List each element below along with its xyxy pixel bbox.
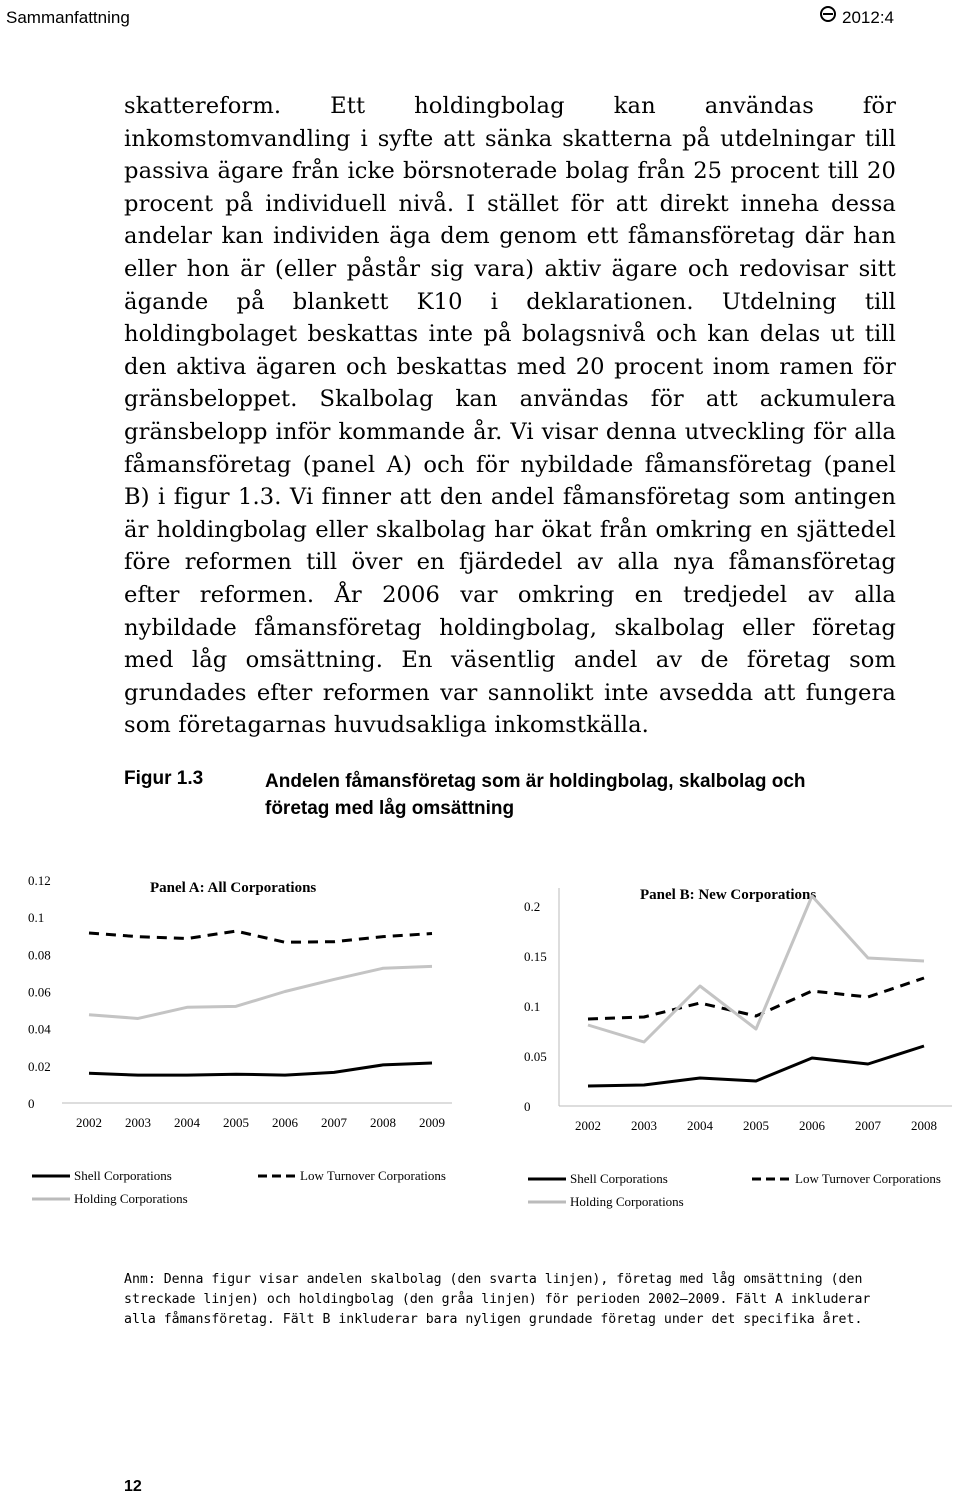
figure-label: Figur 1.3	[124, 768, 204, 789]
panel-b-x-tick-label: 2002	[575, 1118, 601, 1133]
legend-panel-b	[480, 1163, 960, 1223]
panel-b-title: Panel B: New Corporations	[640, 887, 817, 903]
panel-b-x-tick-label: 2006	[799, 1118, 825, 1133]
running-header-section: Sammanfattning	[6, 8, 130, 27]
panel-a-series-shell-corporations	[89, 1063, 432, 1075]
panel-a-x-tick-label: 2007	[321, 1115, 347, 1130]
panel-b-x-tick-label: 2004	[687, 1118, 713, 1133]
legend-a-shell-label: Shell Corporations	[74, 1168, 172, 1183]
legend-a-low-turnover-label: Low Turnover Corporations	[300, 1168, 446, 1183]
panel-b-y-tick-label: 0.2	[524, 899, 541, 914]
running-header-issue	[820, 8, 894, 28]
panel-a-x-tick-label: 2002	[76, 1115, 102, 1130]
panel-a-x-tick-label: 2008	[370, 1115, 396, 1130]
panel-a-x-tick-label: 2009	[419, 1115, 445, 1130]
legend-a-holding-label: Holding Corporations	[74, 1191, 188, 1206]
panel-a-x-tick-label: 2006	[272, 1115, 298, 1130]
panel-a-y-tick-label: 0.12	[28, 873, 51, 888]
panel-b-y-tick-label: 0.05	[524, 1049, 547, 1064]
panel-a-x-tick-label: 2005	[223, 1115, 249, 1130]
figure-note: Anm: Denna figur visar andelen skalbolag (den svarta linjen), företag med låg omsättning (den streckade linjen) och holdingbolag (den gråa linjen) för perioden 2002–2009. Fält A inkluderar alla fåmansföretag. Fält B inkluderar bara nyligen grundade företag under det specifika året.	[124, 1272, 871, 1327]
panel-a-x-tick-label: 2003	[125, 1115, 151, 1130]
figure-title: Andelen fåmansföretag som är holdingbolag, skalbolag och företag med låg omsättning	[265, 771, 806, 819]
legend-panel-a	[0, 1160, 480, 1220]
panel-b-x-tick-label: 2007	[855, 1118, 881, 1133]
legend-b-low-turnover-label: Low Turnover Corporations	[795, 1171, 941, 1186]
panel-a-series-holding-corporations	[89, 966, 432, 1018]
panel-b-y-tick-label: 0.15	[524, 949, 547, 964]
panel-a-title: Panel A: All Corporations	[150, 880, 317, 896]
panel-b-y-tick-label: 0	[524, 1099, 531, 1114]
panel-b-series-shell-corporations	[588, 1046, 924, 1086]
panel-a-y-tick-label: 0.02	[28, 1058, 51, 1074]
panel-b-x-tick-label: 2005	[743, 1118, 769, 1133]
panel-b-series-holding-corporations	[588, 896, 924, 1042]
legend-b-shell-label: Shell Corporations	[570, 1171, 668, 1186]
panel-a-x-tick-label: 2004	[174, 1115, 200, 1130]
chart-panel-a	[0, 860, 480, 1130]
panel-b-x-tick-label: 2008	[911, 1118, 937, 1133]
body-paragraph: skattereform. Ett holdingbolag kan användas för inkomstomvandling i syfte att sänka skatterna på utdelningar till passiva ägare från icke börsnoterade bolag från 25 procent till 20 procent på individuell nivå. I stället för att direkt inneha dessa andelar kan individen äga dem genom ett fåmansföretag där han eller hon är (eller påstår sig vara) aktiv ägare och redovisar sitt ägande på blankett K10 i deklarationen. Utdelning till holdingbolaget beskattas inte på bolagsnivå och kan delas ut till den aktiva ägaren och beskattas med 20 procent inom ramen för gränsbeloppet. Skalbolag kan användas för att ackumulera gränsbelopp inför kommande år. Vi visar denna utveckling för alla fåmansföretag (panel A) och för nybildade fåmansföretag (panel B) i figur 1.3. Vi finner att den andel fåmansföretag som antingen är holdingbolag eller skalbolag har ökat från omkring en sjättedel före reformen till över en fjärdedel av alla nya fåmansföretag efter reformen. År 2006 var omkring en tredjedel av alla nybildade fåmansföretag holdingbolag, skalbolag eller företag med låg omsättning. En väsentlig andel av de företag som grundades efter reformen var sannolikt inte avsedda att fungera som företagarnas huvudsakliga inkomstkälla.	[124, 93, 896, 739]
chart-panel-b	[480, 860, 960, 1133]
panel-b-series-low-turnover-corporations	[588, 978, 924, 1019]
panel-b-y-tick-label: 0.1	[524, 999, 541, 1014]
panel-a-y-tick-label: 0.1	[28, 910, 45, 926]
publisher-logo-icon	[820, 6, 836, 22]
panel-a-y-tick-label: 0.08	[28, 947, 51, 963]
panel-a-y-tick-label: 0.04	[28, 1021, 51, 1037]
issue-number: 2012:4	[842, 8, 894, 27]
legend-b-holding-label: Holding Corporations	[570, 1194, 684, 1209]
panel-b-x-tick-label: 2003	[631, 1118, 657, 1133]
panel-a-series-low-turnover-corporations	[89, 931, 432, 942]
panel-a-y-tick-label: 0	[28, 1096, 35, 1111]
page-number: 12	[124, 1478, 142, 1495]
panel-a-y-tick-label: 0.06	[28, 984, 51, 1000]
